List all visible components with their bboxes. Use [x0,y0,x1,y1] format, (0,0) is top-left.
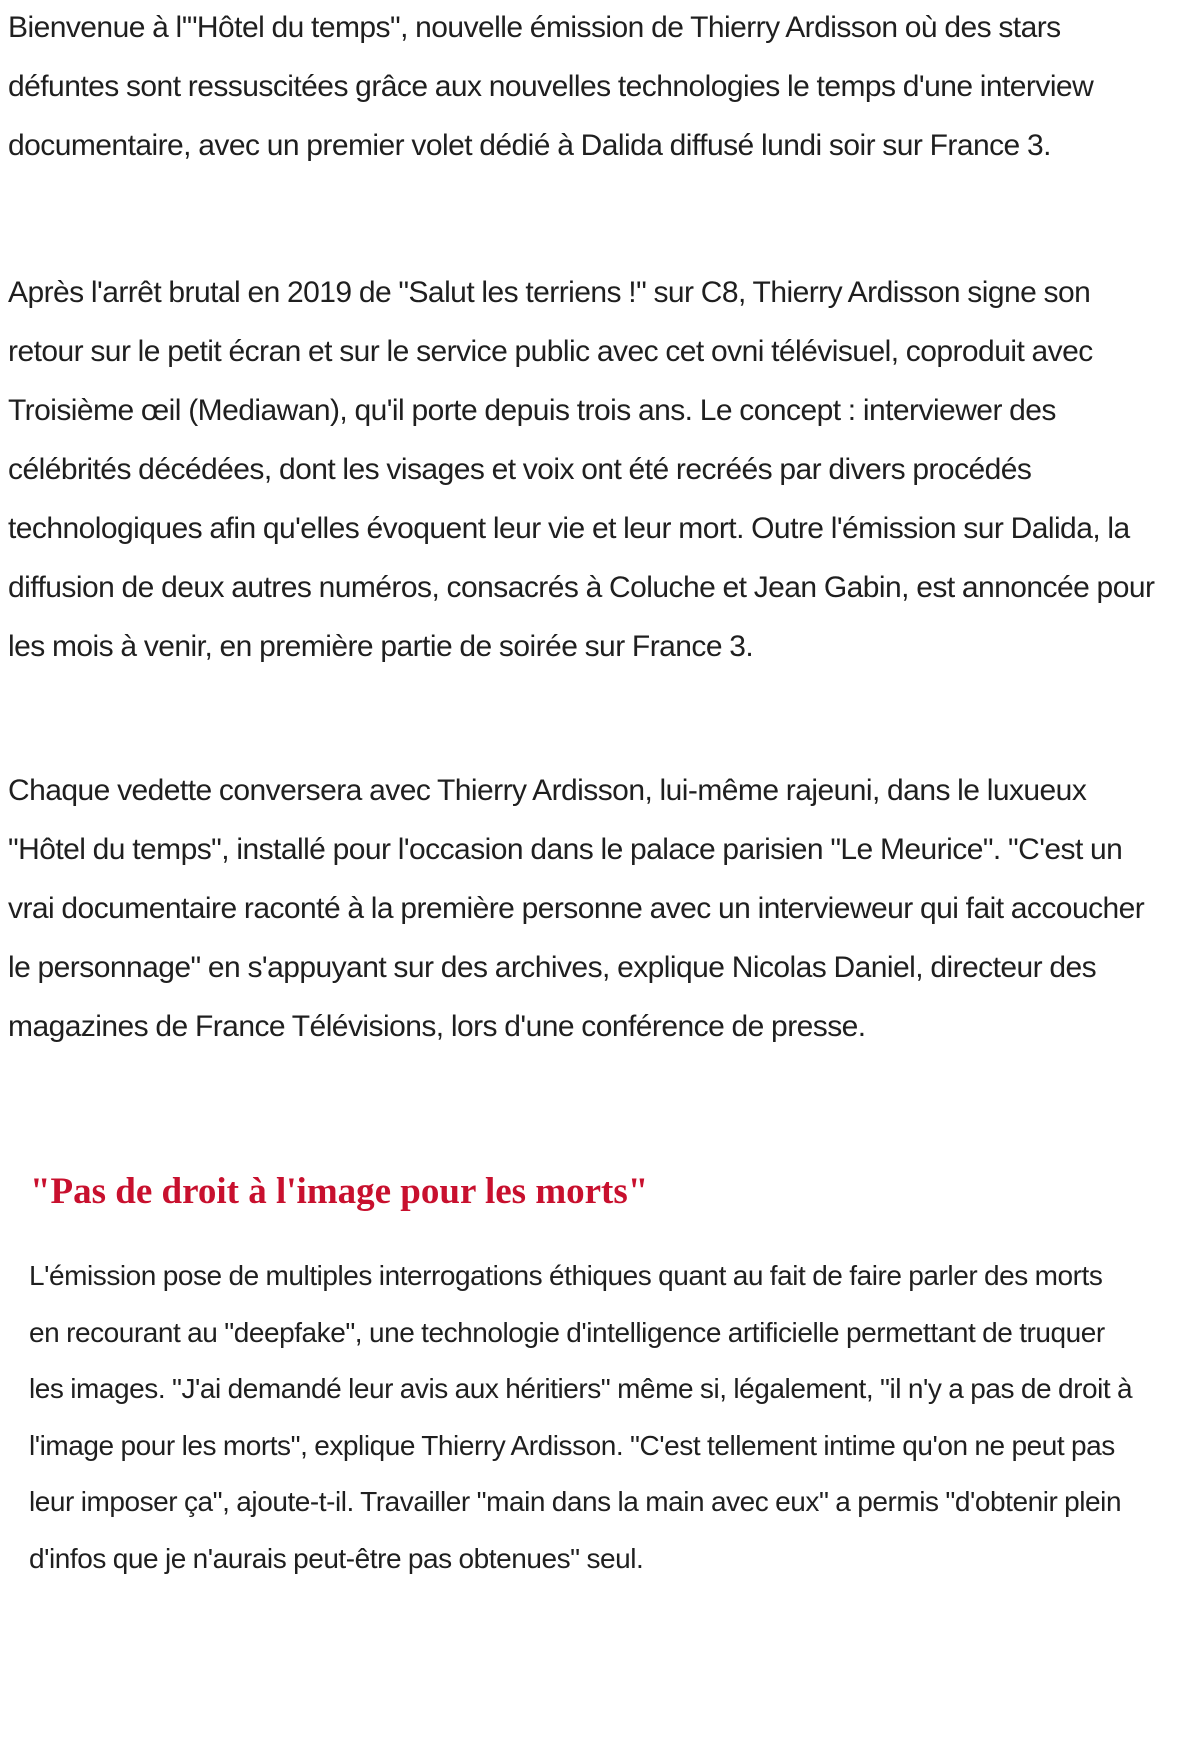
article-subheading: "Pas de droit à l'image pour les morts" [30,1171,649,1212]
article-paragraph-hotel: Chaque vedette conversera avec Thierry Ardisson, lui-même rajeuni, dans le luxueux "Hôtel du temps", installé pour l'occasion dans le palace parisien "Le Meurice". "C'est un vrai documentaire raconté à la première personne avec un intervieweur qui fait accoucher le personnage" en s'appuyant sur des archives, explique Nicolas Daniel, directeur des magazines de France Télévisions, lors d'une conférence de presse. [8,774,1145,1043]
article-paragraph-concept: Après l'arrêt brutal en 2019 de "Salut les terriens !" sur C8, Thierry Ardisson signe son retour sur le petit écran et sur le service public avec cet ovni télévisuel, coproduit avec Troisième œil (Mediawan), qu'il porte depuis trois ans. Le concept : interviewer des célébrités décédées, dont les visages et voix ont été recréés par divers procédés technologiques afin qu'elles évoquent leur vie et leur mort. Outre l'émission sur Dalida, la diffusion de deux autres numéros, consacrés à Coluche et Jean Gabin, est annoncée pour les mois à venir, en première partie de soirée sur France 3. [8,276,1155,663]
article-paragraph-intro: Bienvenue à l'"Hôtel du temps", nouvelle émission de Thierry Ardisson où des stars défuntes sont ressuscitées grâce aux nouvelles technologies le temps d'une interview documentaire, avec un premier volet dédié à Dalida diffusé lundi soir sur France 3. [8,11,1094,162]
article-paragraph-ethics: L'émission pose de multiples interrogations éthiques quant au fait de faire parler des morts en recourant au "deepfake", une technologie d'intelligence artificielle permettant de truquer les images. "J'ai demandé leur avis aux héritiers" même si, légalement, "il n'y a pas de droit à l'image pour les morts", explique Thierry Ardisson. "C'est tellement intime qu'on ne peut pas leur imposer ça", ajoute-t-il. Travailler "main dans la main avec eux" a permis "d'obtenir plein d'infos que je n'aurais peut-être pas obtenues" seul. [29,1260,1133,1574]
